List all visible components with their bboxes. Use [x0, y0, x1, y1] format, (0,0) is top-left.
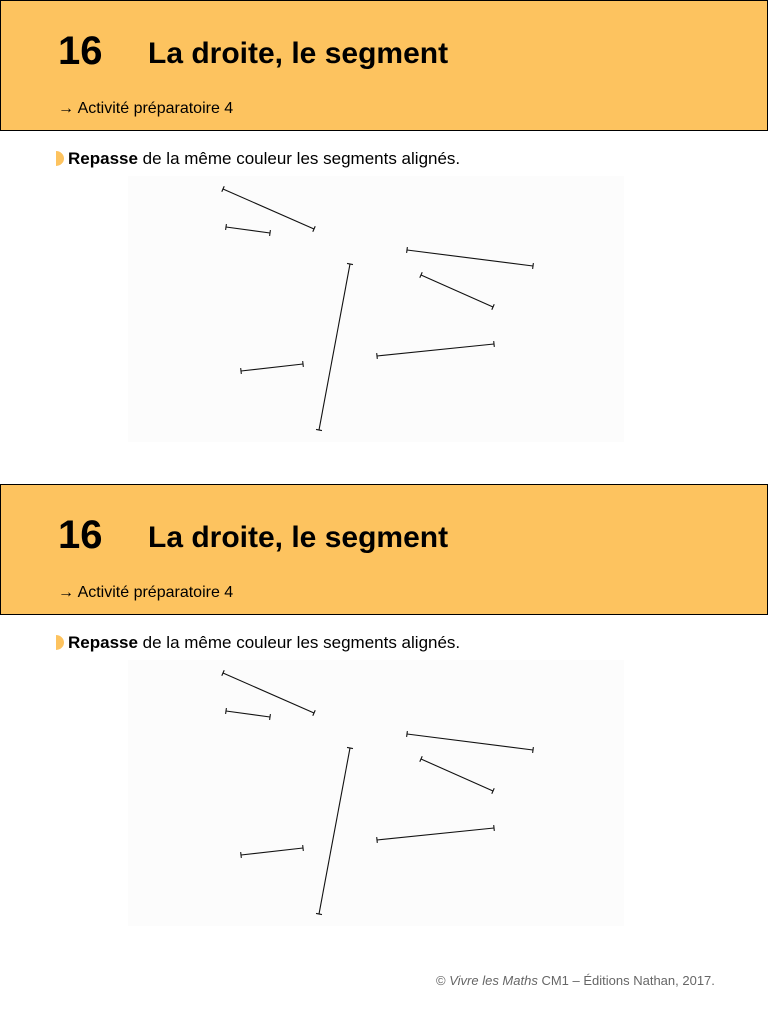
publisher-text: CM1 – Éditions Nathan, 2017. [537, 973, 715, 988]
segment [407, 247, 534, 269]
segment-endpoint-tick [533, 263, 534, 269]
copyright-symbol: © [436, 973, 450, 988]
exercise-number: 16 [58, 513, 103, 557]
instruction-text: de la même couleur les segments alignés. [137, 633, 461, 652]
segment [222, 186, 315, 231]
segment [377, 825, 495, 843]
segment [222, 670, 315, 715]
instruction-verb: Repasse [68, 633, 138, 652]
segment-endpoint-tick [347, 263, 353, 264]
segment-endpoint-tick [270, 230, 271, 236]
activity-reference: → Activité préparatoire 4 [58, 100, 234, 117]
instruction [55, 149, 460, 169]
segment-endpoint-tick [533, 747, 534, 753]
segment-endpoint-tick [377, 353, 378, 359]
segment-endpoint-tick [241, 368, 242, 374]
book-title: Vivre les Maths [449, 973, 538, 988]
copyright-footer [436, 973, 715, 988]
exercise-number: 16 [58, 29, 103, 73]
segment [407, 731, 534, 753]
half-circle-bullet-icon [55, 151, 64, 166]
segment [420, 756, 494, 793]
segment [420, 272, 494, 309]
segments-drawing [128, 660, 624, 926]
segment-endpoint-tick [303, 845, 304, 851]
instruction-text: de la même couleur les segments alignés. [137, 149, 461, 168]
exercise-header [0, 0, 768, 131]
half-circle-bullet-icon [55, 635, 64, 650]
segment-endpoint-tick [494, 341, 495, 347]
exercise-card-1 [0, 0, 768, 470]
segment-endpoint-tick [316, 429, 322, 430]
exercise-title: La droite, le segment [148, 521, 449, 554]
segment-endpoint-tick [226, 224, 227, 230]
segments-figure [128, 176, 624, 442]
segment-endpoint-tick [226, 708, 227, 714]
segment [377, 341, 495, 359]
activity-reference: → Activité préparatoire 4 [58, 584, 234, 601]
segment-endpoint-tick [270, 714, 271, 720]
segment-endpoint-tick [377, 837, 378, 843]
segment-endpoint-tick [241, 852, 242, 858]
segment-endpoint-tick [407, 731, 408, 737]
segment-endpoint-tick [407, 247, 408, 253]
segments-drawing [128, 176, 624, 442]
exercise-title: La droite, le segment [148, 37, 449, 70]
segment-endpoint-tick [316, 913, 322, 914]
instruction [55, 633, 460, 653]
exercise-card-2 [0, 484, 768, 954]
instruction-verb: Repasse [68, 149, 138, 168]
segment-endpoint-tick [303, 361, 304, 367]
segment [241, 361, 304, 374]
segment-endpoint-tick [347, 747, 353, 748]
segment [226, 708, 271, 720]
segment [316, 263, 353, 430]
segments-figure [128, 660, 624, 926]
exercise-header [0, 484, 768, 615]
segment [241, 845, 304, 858]
segment [316, 747, 353, 914]
segment-endpoint-tick [494, 825, 495, 831]
segment [226, 224, 271, 236]
